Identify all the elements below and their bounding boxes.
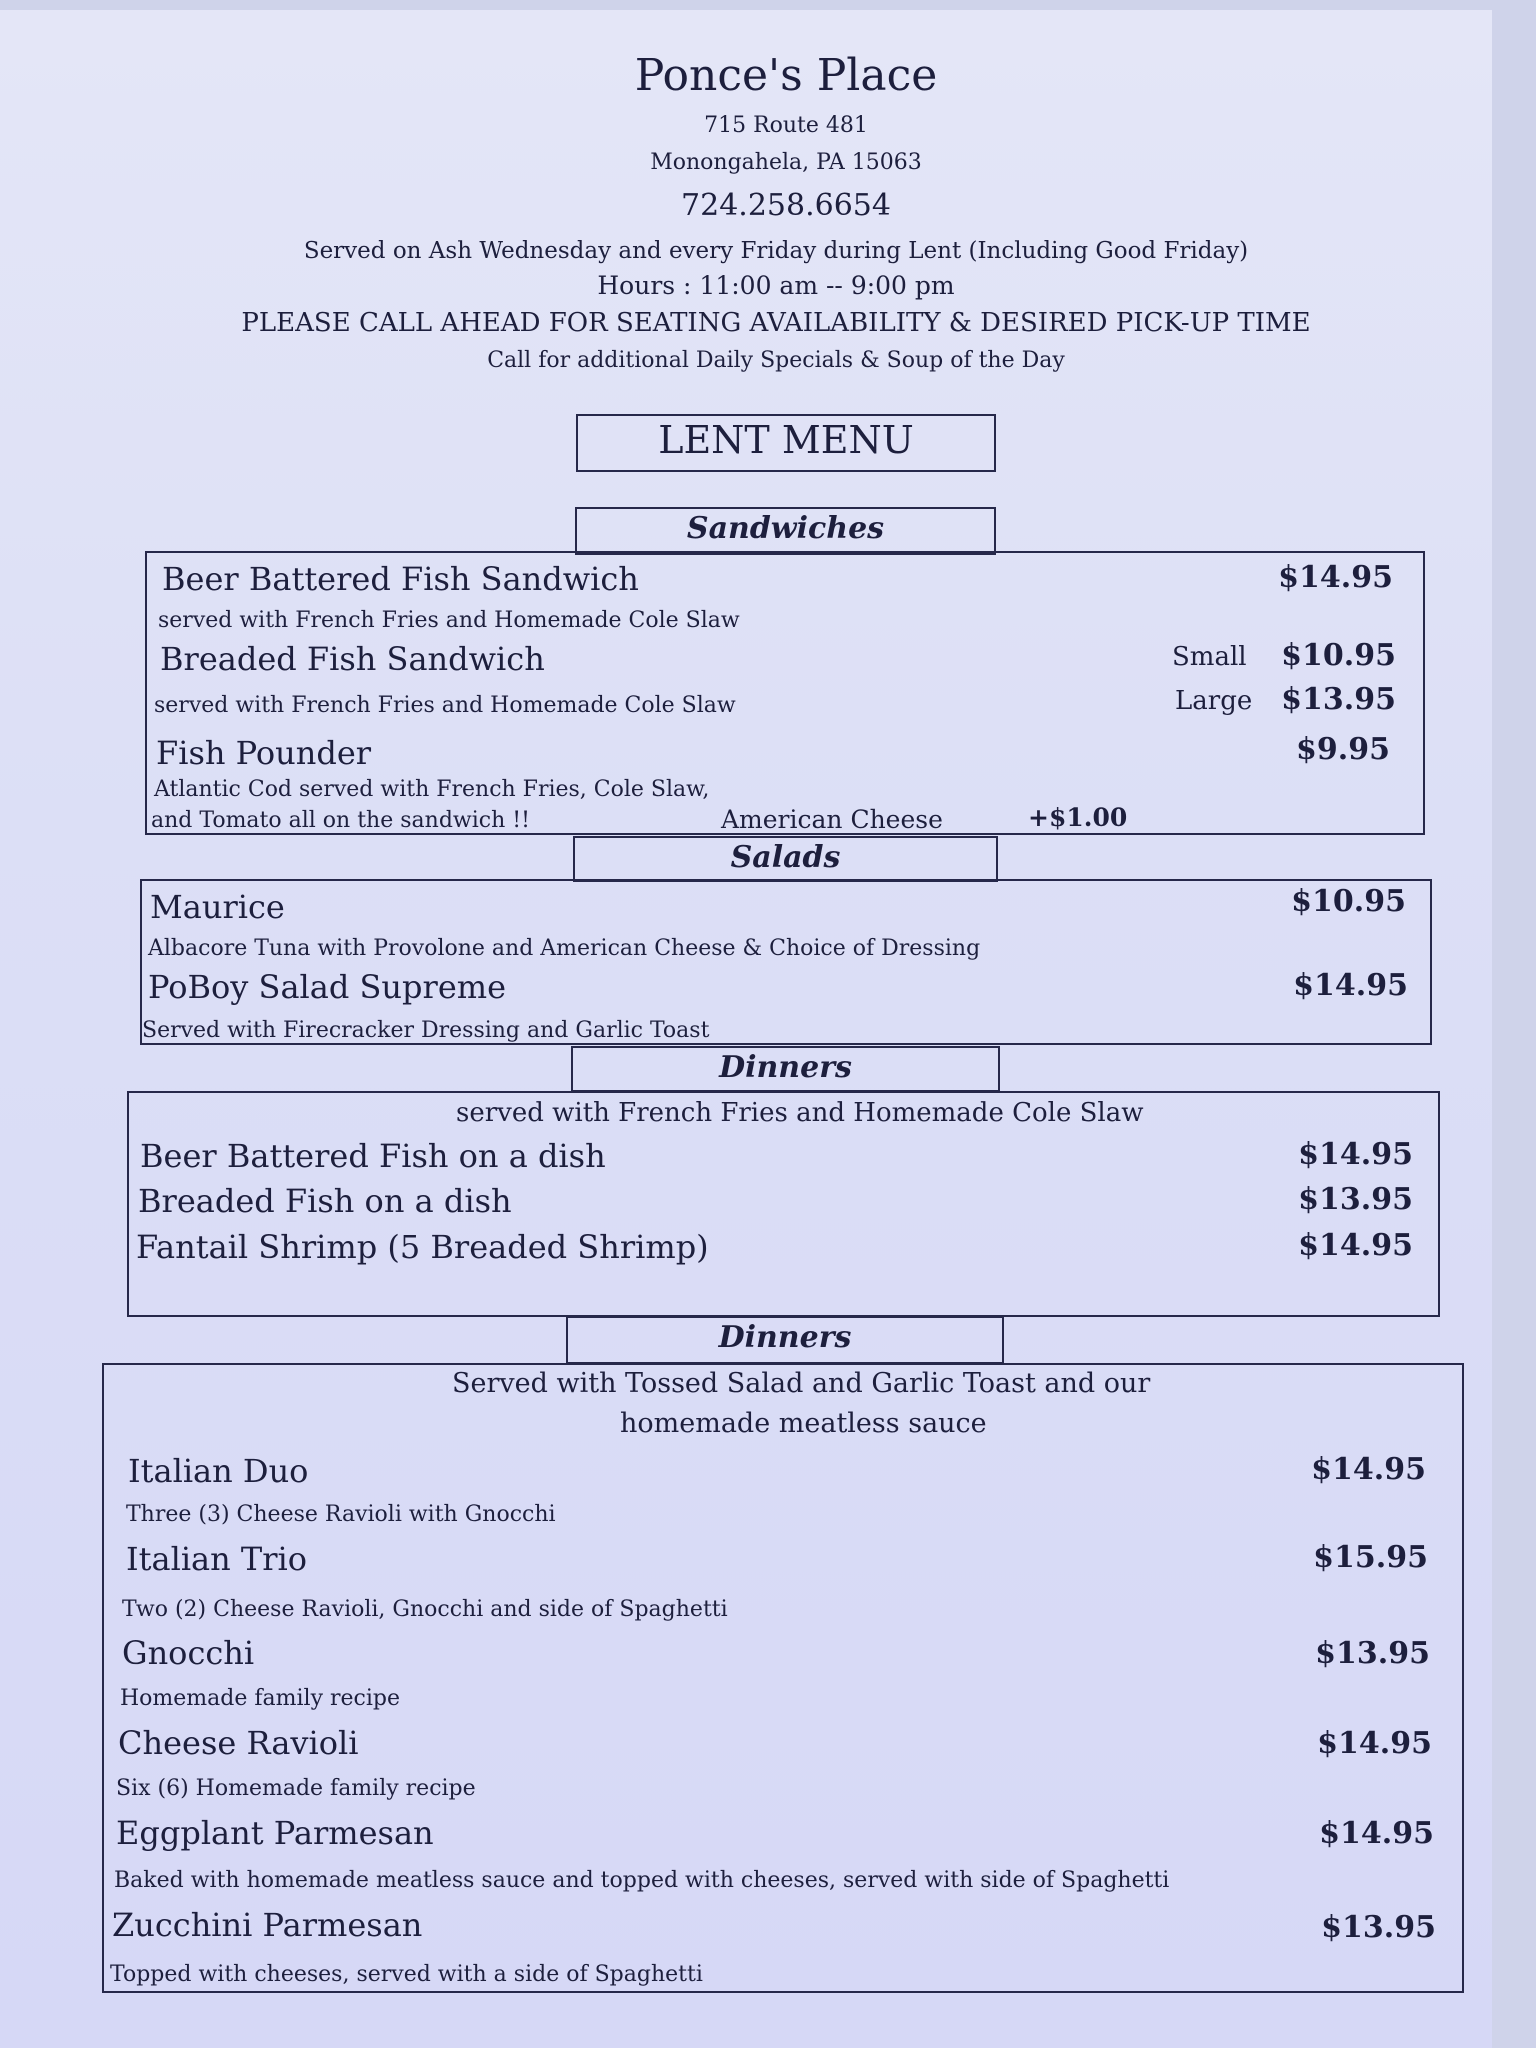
item-name: Italian Trio: [126, 1540, 308, 1578]
item-name: Gnocchi: [122, 1634, 255, 1672]
item-price: $13.95: [1315, 1636, 1430, 1671]
item-description: served with French Fries and Homemade Cole Slaw: [158, 608, 740, 633]
dinners-fish-heading: Dinners: [571, 1046, 1000, 1092]
item-description: Served with Firecracker Dressing and Garlic Toast: [142, 1018, 710, 1043]
item-description: Atlantic Cod served with French Fries, Cole Slaw,: [154, 777, 710, 802]
item-name: Zucchini Parmesan: [112, 1906, 423, 1944]
item-name: Eggplant Parmesan: [116, 1814, 434, 1852]
item-description: Topped with cheeses, served with a side of Spaghetti: [110, 1962, 703, 1987]
item-price: $14.95: [1293, 968, 1408, 1003]
specials-note: Call for additional Daily Specials & Soup of the Day: [487, 348, 1065, 373]
item-price: $14.95: [1319, 1816, 1434, 1851]
item-name: PoBoy Salad Supreme: [148, 968, 507, 1006]
item-price: $14.95: [1311, 1452, 1426, 1487]
item-name: Beer Battered Fish on a dish: [140, 1137, 606, 1175]
item-description: Three (3) Cheese Ravioli with Gnocchi: [126, 1502, 556, 1527]
sandwiches-heading: Sandwiches: [575, 507, 996, 555]
item-description: Albacore Tuna with Provolone and American Cheese & Choice of Dressing: [148, 936, 981, 961]
item-name: Maurice: [150, 888, 285, 926]
item-price: $10.95: [1291, 884, 1406, 919]
call-ahead-note: PLEASE CALL AHEAD FOR SEATING AVAILABILITY & DESIRED PICK-UP TIME: [241, 308, 1311, 338]
item-name: Beer Battered Fish Sandwich: [162, 560, 639, 598]
address-line2: Monongahela, PA 15063: [650, 150, 922, 175]
item-description: and Tomato all on the sandwich !!: [151, 808, 530, 833]
item-name: Fantail Shrimp (5 Breaded Shrimp): [136, 1228, 709, 1266]
item-price: $14.95: [1298, 1137, 1413, 1172]
addon-price: +$1.00: [1028, 803, 1128, 832]
item-description: served with French Fries and Homemade Cole Slaw: [154, 693, 736, 718]
size-large-label: Large: [1175, 686, 1253, 716]
size-small-price: $10.95: [1281, 638, 1396, 673]
menu-title: LENT MENU: [658, 418, 914, 462]
addon-label: American Cheese: [721, 805, 943, 834]
item-price: $9.95: [1296, 732, 1390, 767]
item-description: Two (2) Cheese Ravioli, Gnocchi and side of Spaghetti: [122, 1597, 728, 1622]
size-small-label: Small: [1172, 642, 1247, 672]
item-description: Baked with homemade meatless sauce and topped with cheeses, served with side of Spaghetti: [114, 1868, 1170, 1893]
item-name: Cheese Ravioli: [118, 1724, 359, 1762]
item-price: $14.95: [1317, 1726, 1432, 1761]
dinners-pasta-subtitle: Served with Tossed Salad and Garlic Toast and our: [452, 1368, 1151, 1399]
item-name: Fish Pounder: [156, 734, 372, 772]
salads-heading: Salads: [573, 836, 998, 882]
address-line1: 715 Route 481: [704, 113, 868, 138]
phone-number: 724.258.6654: [681, 188, 891, 223]
item-price: $15.95: [1313, 1540, 1428, 1575]
hours: Hours : 11:00 am -- 9:00 pm: [597, 271, 955, 300]
item-price: $13.95: [1321, 1910, 1436, 1945]
dinners-fish-subtitle: served with French Fries and Homemade Cole Slaw: [456, 1098, 1144, 1128]
item-name: Breaded Fish on a dish: [138, 1182, 512, 1220]
dinners-pasta-subtitle: homemade meatless sauce: [620, 1408, 987, 1439]
item-price: $14.95: [1278, 560, 1393, 595]
served-note: Served on Ash Wednesday and every Friday during Lent (Including Good Friday): [303, 238, 1249, 264]
item-description: Six (6) Homemade family recipe: [116, 1776, 476, 1801]
item-name: Italian Duo: [128, 1452, 309, 1490]
restaurant-name: Ponce's Place: [634, 50, 938, 101]
item-price: $13.95: [1298, 1182, 1413, 1217]
item-price: $14.95: [1298, 1228, 1413, 1263]
size-large-price: $13.95: [1281, 682, 1396, 717]
item-description: Homemade family recipe: [120, 1686, 400, 1711]
item-name: Breaded Fish Sandwich: [160, 640, 545, 678]
dinners-pasta-heading: Dinners: [566, 1316, 1004, 1364]
